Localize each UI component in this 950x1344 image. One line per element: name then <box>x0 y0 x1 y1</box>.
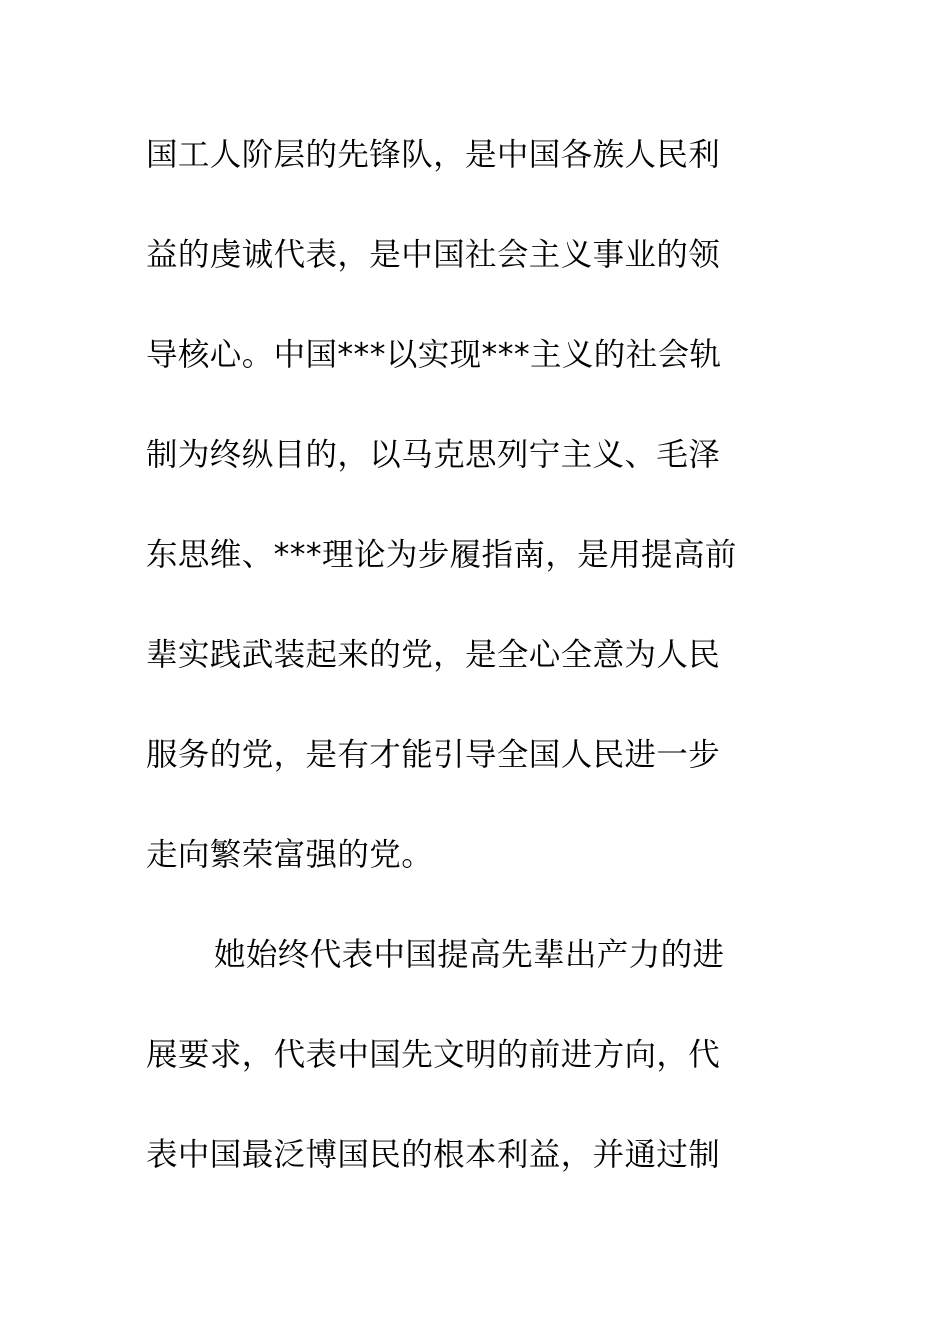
text-line: 走向繁荣富强的党。 <box>146 837 434 873</box>
text-line: 表中国最泛博国民的根本利益，并通过制 <box>146 1137 721 1173</box>
text-line: 辈实践武装起来的党，是全心全意为人民 <box>146 637 721 673</box>
text-line: 东思维、***理论为步履指南，是用提高前 <box>146 537 737 573</box>
text-line: 制为终纵目的，以马克思列宁主义、毛泽 <box>146 437 721 473</box>
paragraph-first-line: 她始终代表中国提高先辈出产力的进 <box>214 937 725 973</box>
body-text <box>146 125 806 1225</box>
text-line: 服务的党，是有才能引导全国人民进一步 <box>146 737 721 773</box>
text-line: 益的虔诚代表，是中国社会主义事业的领 <box>146 237 721 273</box>
text-line: 导核心。中国***以实现***主义的社会轨 <box>146 337 722 373</box>
text-line: 国工人阶层的先锋队，是中国各族人民利 <box>146 137 721 173</box>
text-line: 展要求，代表中国先文明的前进方向，代 <box>146 1037 721 1073</box>
